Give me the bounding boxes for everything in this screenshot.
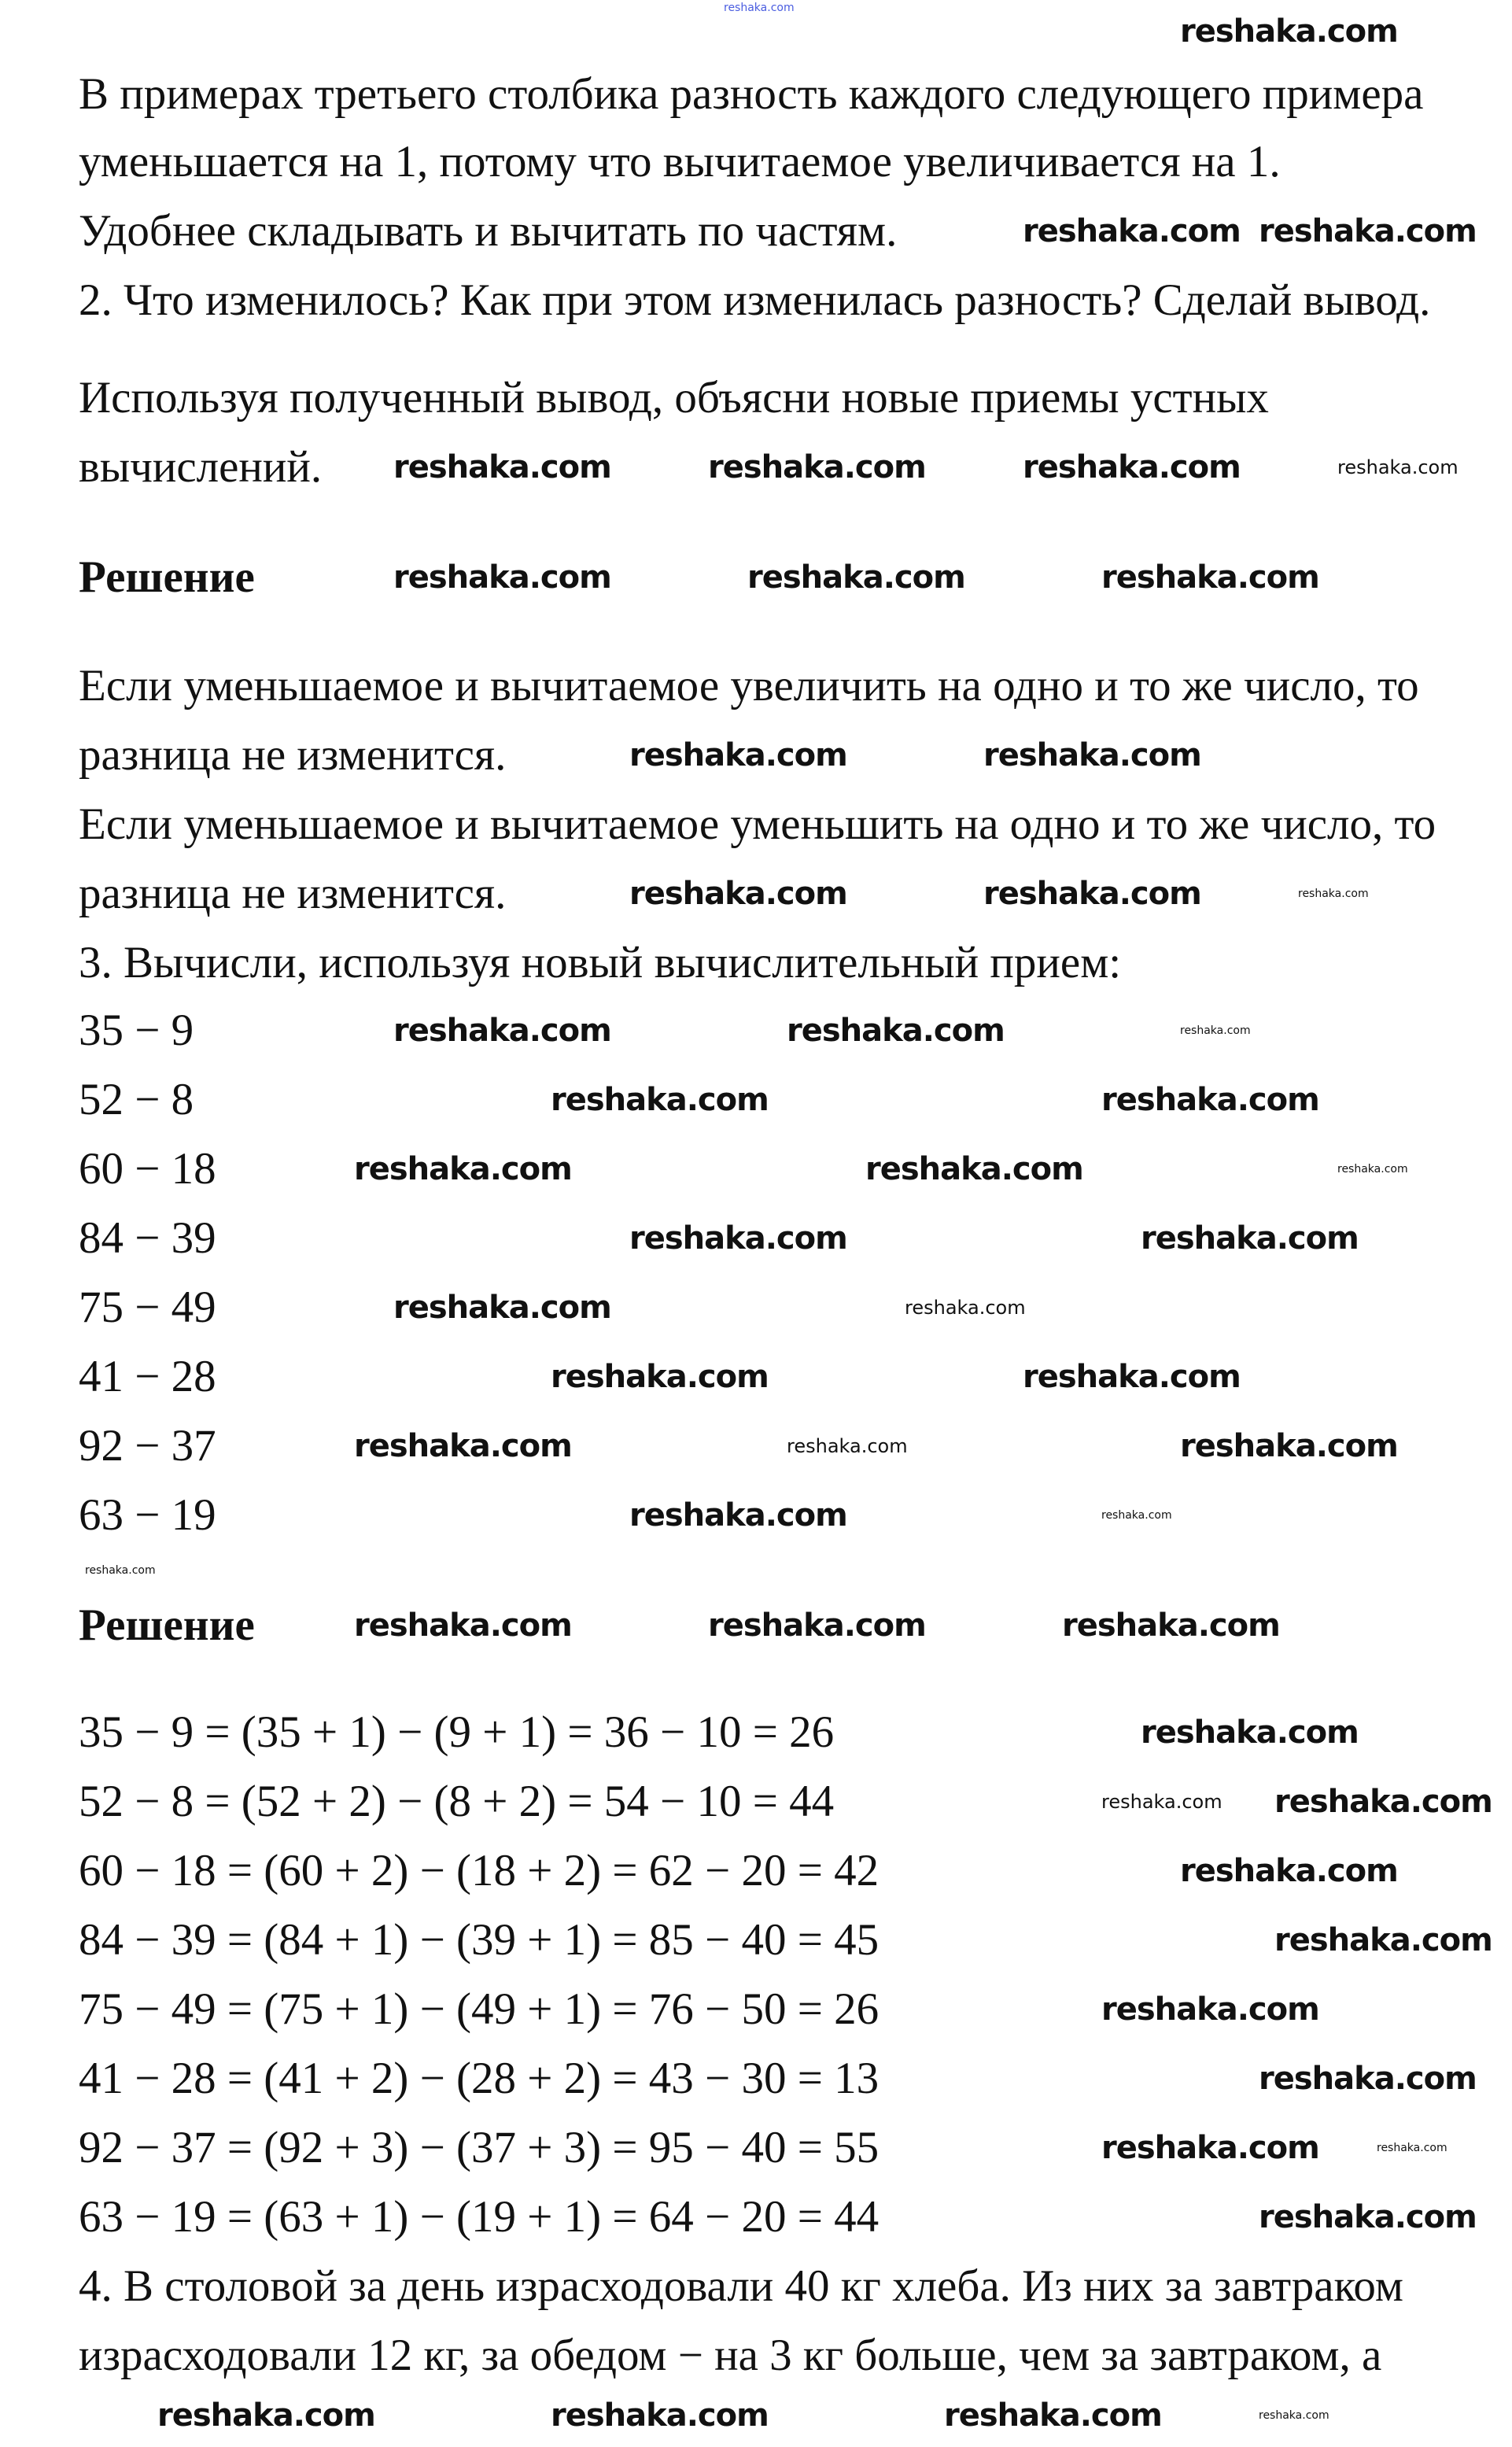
solution-line: 84 − 39 = (84 + 1) − (39 + 1) = 85 − 40 = 45 xyxy=(79,1915,880,1965)
watermark: reshaka.com xyxy=(551,2397,769,2434)
task-3-question: 3. Вычисли, используя новый вычислительный прием: xyxy=(79,938,1122,987)
watermark: reshaka.com xyxy=(157,2397,375,2434)
watermark: reshaka.com xyxy=(1259,2061,1477,2097)
watermark: reshaka.com xyxy=(393,1013,611,1049)
watermark: reshaka.com xyxy=(1101,1082,1319,1118)
text-line: вычислений. xyxy=(79,442,323,492)
example: 41 − 28 xyxy=(79,1352,216,1401)
watermark: reshaka.com xyxy=(1062,1607,1280,1644)
watermark: reshaka.com xyxy=(354,1607,572,1644)
text-line: разница не изменится. xyxy=(79,730,507,780)
watermark: reshaka.com xyxy=(393,559,611,596)
watermark: reshaka.com xyxy=(865,1151,1083,1187)
solution-heading: Решение xyxy=(79,552,255,602)
solution-line: 63 − 19 = (63 + 1) − (19 + 1) = 64 − 20 = 44 xyxy=(79,2192,880,2242)
watermark: reshaka.com xyxy=(1259,2409,1329,2422)
task-2-question: 2. Что изменилось? Как при этом изменилась разность? Сделай вывод. xyxy=(79,275,1431,325)
watermark: reshaka.com xyxy=(787,1013,1005,1049)
solution-line: 41 − 28 = (41 + 2) − (28 + 2) = 43 − 30 = 13 xyxy=(79,2054,880,2103)
watermark: reshaka.com xyxy=(1377,2142,1447,2154)
watermark: reshaka.com xyxy=(1101,1791,1223,1813)
watermark: reshaka.com xyxy=(1298,888,1369,900)
text-line: Используя полученный вывод, объясни новые приемы устных xyxy=(79,373,1269,423)
example: 84 − 39 xyxy=(79,1213,216,1263)
example: 75 − 49 xyxy=(79,1283,216,1332)
text-line: Если уменьшаемое и вычитаемое уменьшить на одно и то же число, то xyxy=(79,799,1436,849)
watermark: reshaka.com xyxy=(905,1297,1026,1319)
watermark: reshaka.com xyxy=(1101,1991,1319,2028)
watermark: reshaka.com xyxy=(1337,1163,1408,1176)
task-4-text: 4. В столовой за день израсходовали 40 кг хлеба. Из них за завтраком xyxy=(79,2261,1403,2311)
solution-heading: Решение xyxy=(79,1600,255,1650)
watermark: reshaka.com xyxy=(354,1151,572,1187)
watermark: reshaka.com xyxy=(354,1428,572,1464)
watermark: reshaka.com xyxy=(551,1082,769,1118)
text-line: Удобнее складывать и вычитать по частям. xyxy=(79,206,898,256)
text-line: Если уменьшаемое и вычитаемое увеличить на одно и то же число, то xyxy=(79,661,1419,710)
watermark: reshaka.com xyxy=(1141,1220,1359,1257)
watermark: reshaka.com xyxy=(1259,2199,1477,2235)
watermark: reshaka.com xyxy=(708,1607,926,1644)
text-line: В примерах третьего столбика разность каждого следующего примера xyxy=(79,69,1424,119)
watermark: reshaka.com xyxy=(1141,1714,1359,1751)
watermark: reshaka.com xyxy=(629,1220,847,1257)
watermark: reshaka.com xyxy=(708,449,926,485)
watermark: reshaka.com xyxy=(551,1359,769,1395)
watermark: reshaka.com xyxy=(1180,1853,1398,1889)
watermark: reshaka.com xyxy=(1180,13,1398,50)
watermark: reshaka.com xyxy=(1259,213,1477,249)
watermark: reshaka.com xyxy=(629,1497,847,1534)
watermark: reshaka.com xyxy=(1101,559,1319,596)
watermark: reshaka.com xyxy=(787,1435,908,1457)
solution-line: 35 − 9 = (35 + 1) − (9 + 1) = 36 − 10 = 26 xyxy=(79,1707,835,1757)
text-line: разница не изменится. xyxy=(79,869,507,918)
watermark: reshaka.com xyxy=(629,737,847,773)
watermark: reshaka.com xyxy=(1274,1784,1492,1820)
watermark: reshaka.com xyxy=(944,2397,1162,2434)
watermark: reshaka.com xyxy=(1180,1024,1251,1037)
watermark: reshaka.com xyxy=(629,876,847,912)
example: 63 − 19 xyxy=(79,1490,216,1540)
watermark: reshaka.com xyxy=(747,559,965,596)
solution-line: 75 − 49 = (75 + 1) − (49 + 1) = 76 − 50 = 26 xyxy=(79,1984,880,2034)
watermark: reshaka.com xyxy=(724,2,795,14)
watermark: reshaka.com xyxy=(1023,449,1241,485)
watermark: reshaka.com xyxy=(983,876,1201,912)
watermark: reshaka.com xyxy=(1101,1509,1172,1522)
example: 60 − 18 xyxy=(79,1144,216,1194)
watermark: reshaka.com xyxy=(85,1564,156,1577)
watermark: reshaka.com xyxy=(1337,456,1459,478)
example: 35 − 9 xyxy=(79,1006,194,1055)
solution-line: 52 − 8 = (52 + 2) − (8 + 2) = 54 − 10 = 44 xyxy=(79,1777,835,1826)
example: 92 − 37 xyxy=(79,1421,216,1471)
watermark: reshaka.com xyxy=(393,1290,611,1326)
watermark: reshaka.com xyxy=(1101,2130,1319,2166)
watermark: reshaka.com xyxy=(1180,1428,1398,1464)
watermark: reshaka.com xyxy=(393,449,611,485)
watermark: reshaka.com xyxy=(1023,1359,1241,1395)
watermark: reshaka.com xyxy=(983,737,1201,773)
text-line: уменьшается на 1, потому что вычитаемое увеличивается на 1. xyxy=(79,137,1281,186)
solution-line: 92 − 37 = (92 + 3) − (37 + 3) = 95 − 40 = 55 xyxy=(79,2123,880,2172)
watermark: reshaka.com xyxy=(1274,1922,1492,1958)
example: 52 − 8 xyxy=(79,1075,194,1124)
task-4-text: израсходовали 12 кг, за обедом − на 3 кг больше, чем за завтраком, а xyxy=(79,2331,1382,2380)
watermark: reshaka.com xyxy=(1023,213,1241,249)
solution-line: 60 − 18 = (60 + 2) − (18 + 2) = 62 − 20 = 42 xyxy=(79,1846,880,1895)
